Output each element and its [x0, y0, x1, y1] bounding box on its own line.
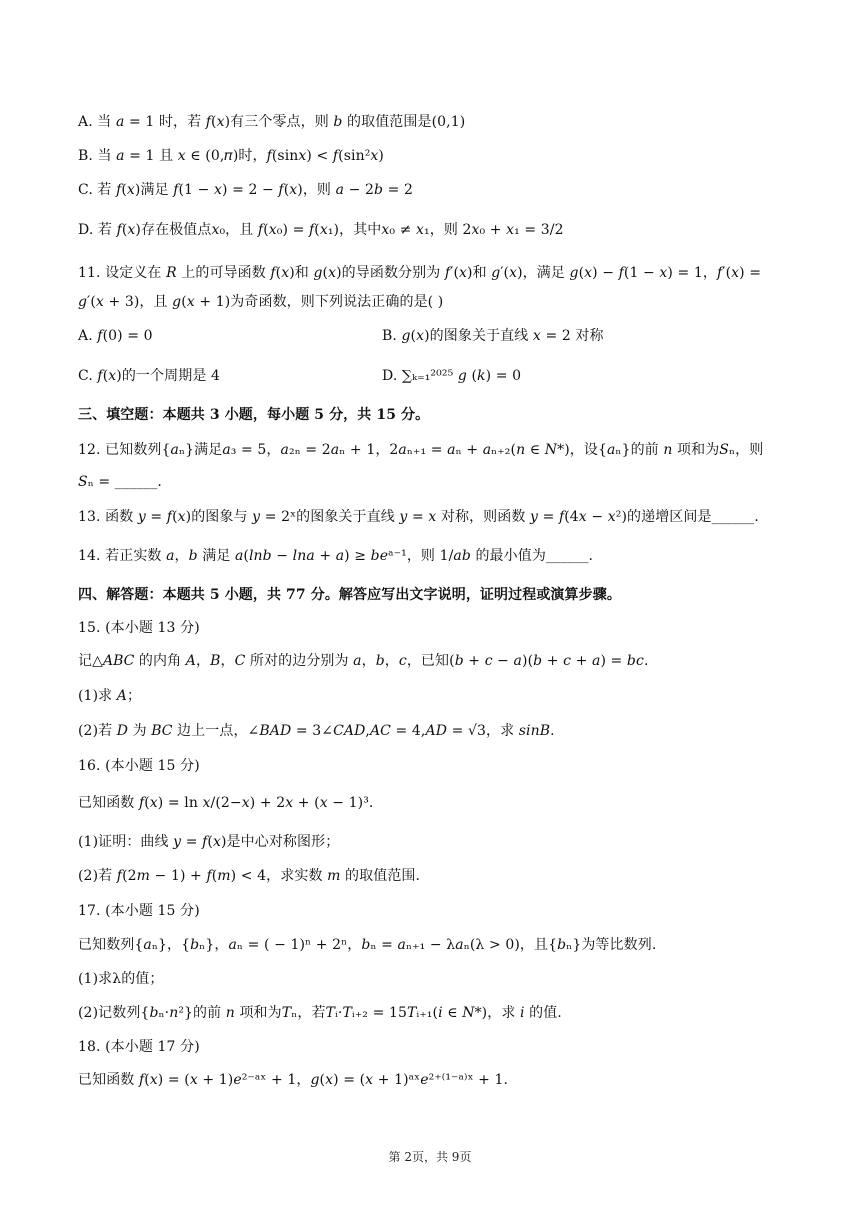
q12-line2: 𝑆ₙ = ______. — [78, 474, 162, 490]
q14: 14. 若正实数 𝑎，𝑏 满足 𝑎(𝑙𝑛𝑏 − 𝑙𝑛𝑎 + 𝑎) ≥ 𝑏𝑒ᵃ⁻¹，则 1/𝑎𝑏 的最小值为______. — [78, 548, 594, 564]
section-4-heading: 四、解答题：本题共 5 小题，共 77 分。解答应写出文字说明，证明过程或演算步骤。 — [78, 587, 621, 603]
q11-option-c: C. 𝑓(𝑥)的一个周期是 4 — [78, 368, 220, 384]
q15-part1: (1)求 𝐴； — [78, 688, 142, 704]
q17-part2: (2)记数列{𝑏ₙ·𝑛²}的前 𝑛 项和为𝑇ₙ，若𝑇ᵢ·𝑇ᵢ₊₂ = 15𝑇ᵢ₊₁(𝑖 ∈ 𝑁*)，求 𝑖 的值. — [78, 1005, 562, 1021]
q16-part2: (2)若 𝑓(2𝑚 − 1) + 𝑓(𝑚) < 4，求实数 𝑚 的取值范围. — [78, 868, 421, 884]
q10-option-b: B. 当 𝑎 = 1 且 𝑥 ∈ (0,𝜋)时，𝑓(sin𝑥) < 𝑓(sin²𝑥) — [78, 148, 384, 164]
q17-title: 17. (本小题 15 分) — [78, 903, 200, 919]
q10-option-a: A. 当 𝑎 = 1 时，若 𝑓(𝑥)有三个零点，则 𝑏 的取值范围是(0,1) — [78, 114, 466, 130]
q13: 13. 函数 𝑦 = 𝑓(𝑥)的图象与 𝑦 = 2ˣ的图象关于直线 𝑦 = 𝑥 对称，则函数 𝑦 = 𝑓(4𝑥 − 𝑥²)的递增区间是______. — [78, 509, 759, 525]
q11-option-a: A. 𝑓(0) = 0 — [78, 328, 153, 344]
q15-title: 15. (本小题 13 分) — [78, 620, 200, 636]
section-3-heading: 三、填空题：本题共 3 小题，每小题 5 分，共 15 分。 — [78, 407, 430, 423]
q15-part2: (2)若 𝐷 为 𝐵𝐶 边上一点，∠𝐵𝐴𝐷 = 3∠𝐶𝐴𝐷,𝐴𝐶 = 4,𝐴𝐷 = √3，求 𝑠𝑖𝑛𝐵. — [78, 723, 555, 739]
q16-stem: 已知函数 𝑓(𝑥) = ln 𝑥/(2−𝑥) + 2𝑥 + (𝑥 − 1)³. — [78, 795, 374, 811]
q17-stem: 已知数列{𝑎ₙ}，{𝑏ₙ}，𝑎ₙ = ( − 1)ⁿ + 2ⁿ，𝑏ₙ = 𝑎ₙ₊₁ − λ𝑎ₙ(λ > 0)，且{𝑏ₙ}为等比数列. — [78, 937, 657, 953]
q16-part1: (1)证明：曲线 𝑦 = 𝑓(𝑥)是中心对称图形； — [78, 834, 340, 850]
q16-title: 16. (本小题 15 分) — [78, 758, 200, 774]
q12-line1: 12. 已知数列{𝑎ₙ}满足𝑎₃ = 5，𝑎₂ₙ = 2𝑎ₙ + 1，2𝑎ₙ₊₁ = 𝑎ₙ + 𝑎ₙ₊₂(𝑛 ∈ 𝑁*)，设{𝑎ₙ}的前 𝑛 项和为𝑆ₙ，则 — [78, 442, 764, 458]
q10-option-d: D. 若 𝑓(𝑥)存在极值点𝑥₀，且 𝑓(𝑥₀) = 𝑓(𝑥₁)，其中𝑥₀ ≠ 𝑥₁，则 2𝑥₀ + 𝑥₁ = 3/2 — [78, 222, 564, 238]
q18-stem: 已知函数 𝑓(𝑥) = (𝑥 + 1)𝑒²⁻ᵃˣ + 1，𝑔(𝑥) = (𝑥 + 1)ᵃˣ𝑒²⁺⁽¹⁻ᵃ⁾ˣ + 1. — [78, 1072, 509, 1088]
q11-stem-line2: 𝑔′(𝑥 + 3)，且 𝑔(𝑥 + 1)为奇函数，则下列说法正确的是( ) — [78, 294, 444, 310]
page-footer: 第 2页，共 9页 — [388, 1150, 472, 1164]
q17-part1: (1)求λ的值； — [78, 971, 164, 987]
q11-stem-line1: 11. 设定义在 𝑅 上的可导函数 𝑓(𝑥)和 𝑔(𝑥)的导函数分别为 𝑓′(𝑥)和 𝑔′(𝑥)，满足 𝑔(𝑥) − 𝑓(1 − 𝑥) = 1，𝑓′(𝑥) = — [78, 265, 762, 281]
q10-option-c: C. 若 𝑓(𝑥)满足 𝑓(1 − 𝑥) = 2 − 𝑓(𝑥)，则 𝑎 − 2𝑏 = 2 — [78, 182, 413, 198]
q15-stem: 记△𝐴𝐵𝐶 的内角 𝐴，𝐵，𝐶 所对的边分别为 𝑎，𝑏，𝑐，已知(𝑏 + 𝑐 − 𝑎)(𝑏 + 𝑐 + 𝑎) = 𝑏𝑐. — [78, 653, 649, 669]
q18-title: 18. (本小题 17 分) — [78, 1039, 200, 1055]
q11-option-b: B. 𝑔(𝑥)的图象关于直线 𝑥 = 2 对称 — [382, 328, 604, 344]
q11-option-d: D. ∑ₖ₌₁²⁰²⁵ 𝑔 (𝑘) = 0 — [382, 368, 522, 384]
